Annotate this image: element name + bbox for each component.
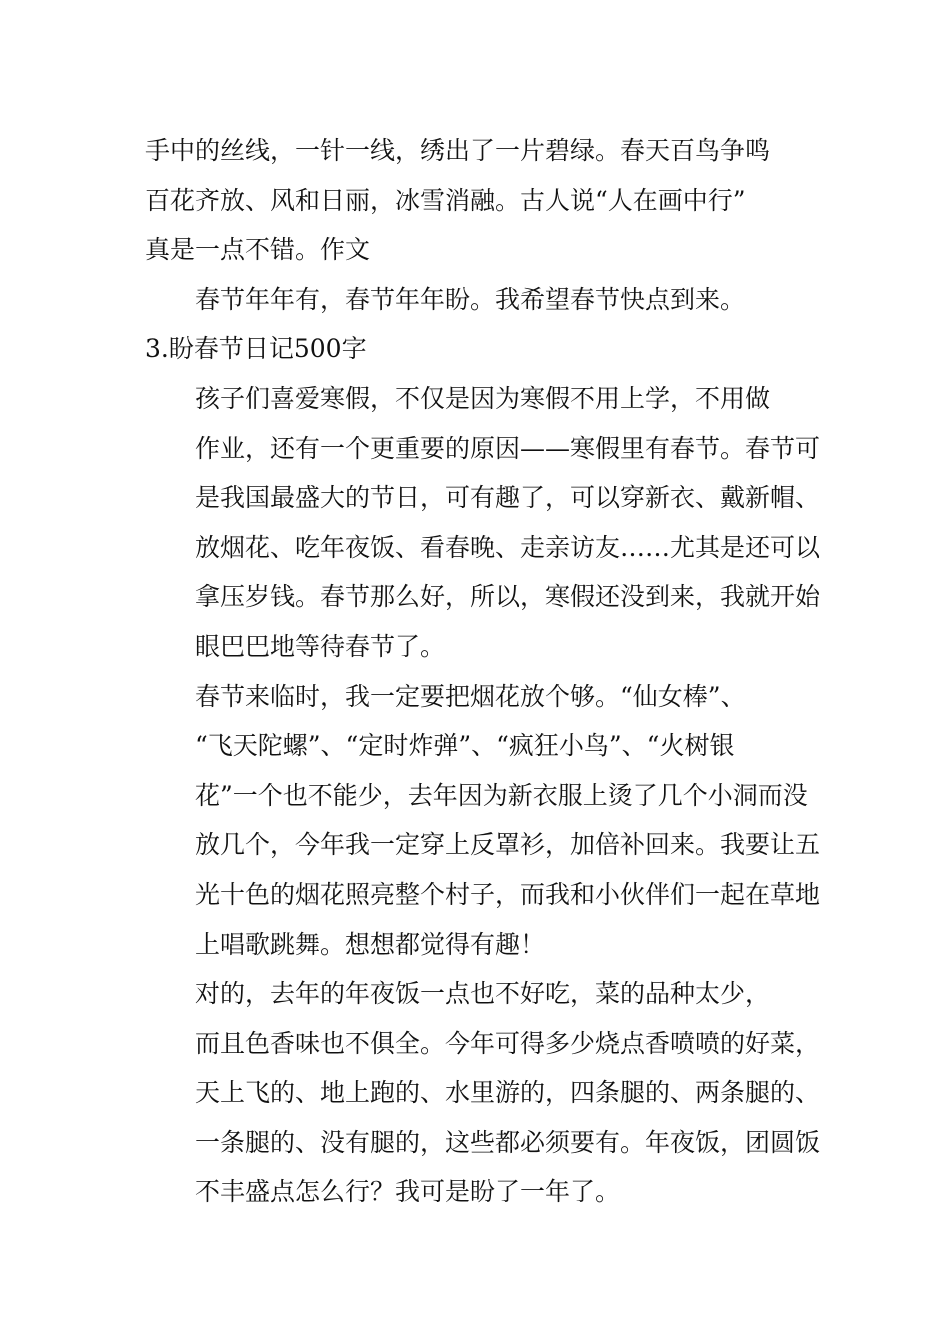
text-line: 放烟花、吃年夜饭、看春晚、走亲访友……尤其是还可以 bbox=[195, 532, 821, 562]
text-line: 不丰盛点怎么行？我可是盼了一年了。 bbox=[195, 1177, 621, 1207]
text-line: 作业，还有一个更重要的原因——寒假里有春节。春节可 bbox=[195, 433, 821, 463]
text-line: 春节年年有，春节年年盼。我希望春节快点到来。 bbox=[195, 284, 746, 314]
text-line: 拿压岁钱。春节那么好，所以，寒假还没到来，我就开始 bbox=[195, 582, 821, 612]
text-line: 而且色香味也不俱全。今年可得多少烧点香喷喷的好菜， bbox=[195, 1028, 821, 1058]
text-line: 孩子们喜爱寒假，不仅是因为寒假不用上学，不用做 bbox=[195, 383, 771, 413]
paragraph-new-year-dinner bbox=[145, 969, 821, 1217]
document-body bbox=[145, 126, 821, 1217]
text-line: 是我国最盛大的节日，可有趣了，可以穿新衣、戴新帽、 bbox=[195, 483, 821, 513]
text-line: 一条腿的、没有腿的，这些都必须要有。年夜饭，团圆饭 bbox=[195, 1127, 821, 1157]
section-heading bbox=[145, 324, 810, 374]
text-line: 眼巴巴地等待春节了。 bbox=[195, 631, 446, 661]
text-line: “飞天陀螺”、“定时炸弹”、“疯狂小鸟”、“火树银 bbox=[195, 731, 735, 761]
paragraph-spring-scenery bbox=[145, 126, 810, 275]
text-line: 天上飞的、地上跑的、水里游的，四条腿的、两条腿的、 bbox=[195, 1078, 821, 1108]
text-line: 百花齐放、风和日丽，冰雪消融。古人说“人在画中行” bbox=[145, 185, 746, 215]
text-line: 上唱歌跳舞。想想都觉得有趣！ bbox=[195, 929, 546, 959]
text-line: 手中的丝线，一针一线，绣出了一片碧绿。春天百鸟争鸣 bbox=[145, 136, 771, 165]
text-line: 对的，去年的年夜饭一点也不好吃，菜的品种太少， bbox=[195, 979, 771, 1009]
heading-text: 3.盼春节日记500字 bbox=[145, 334, 367, 364]
text-line: 放几个，今年我一定穿上反罩衫，加倍补回来。我要让五 bbox=[195, 830, 821, 860]
paragraph-winter-vacation bbox=[145, 374, 821, 672]
paragraph-looking-forward bbox=[145, 275, 810, 325]
text-line: 真是一点不错。作文 bbox=[145, 235, 371, 265]
text-line: 光十色的烟花照亮整个村子，而我和小伙伴们一起在草地 bbox=[195, 879, 821, 909]
text-line: 春节来临时，我一定要把烟花放个够。“仙女棒”、 bbox=[195, 681, 746, 711]
paragraph-fireworks bbox=[145, 672, 821, 970]
text-line: 花”一个也不能少，去年因为新衣服上烫了几个小洞而没 bbox=[195, 780, 808, 810]
